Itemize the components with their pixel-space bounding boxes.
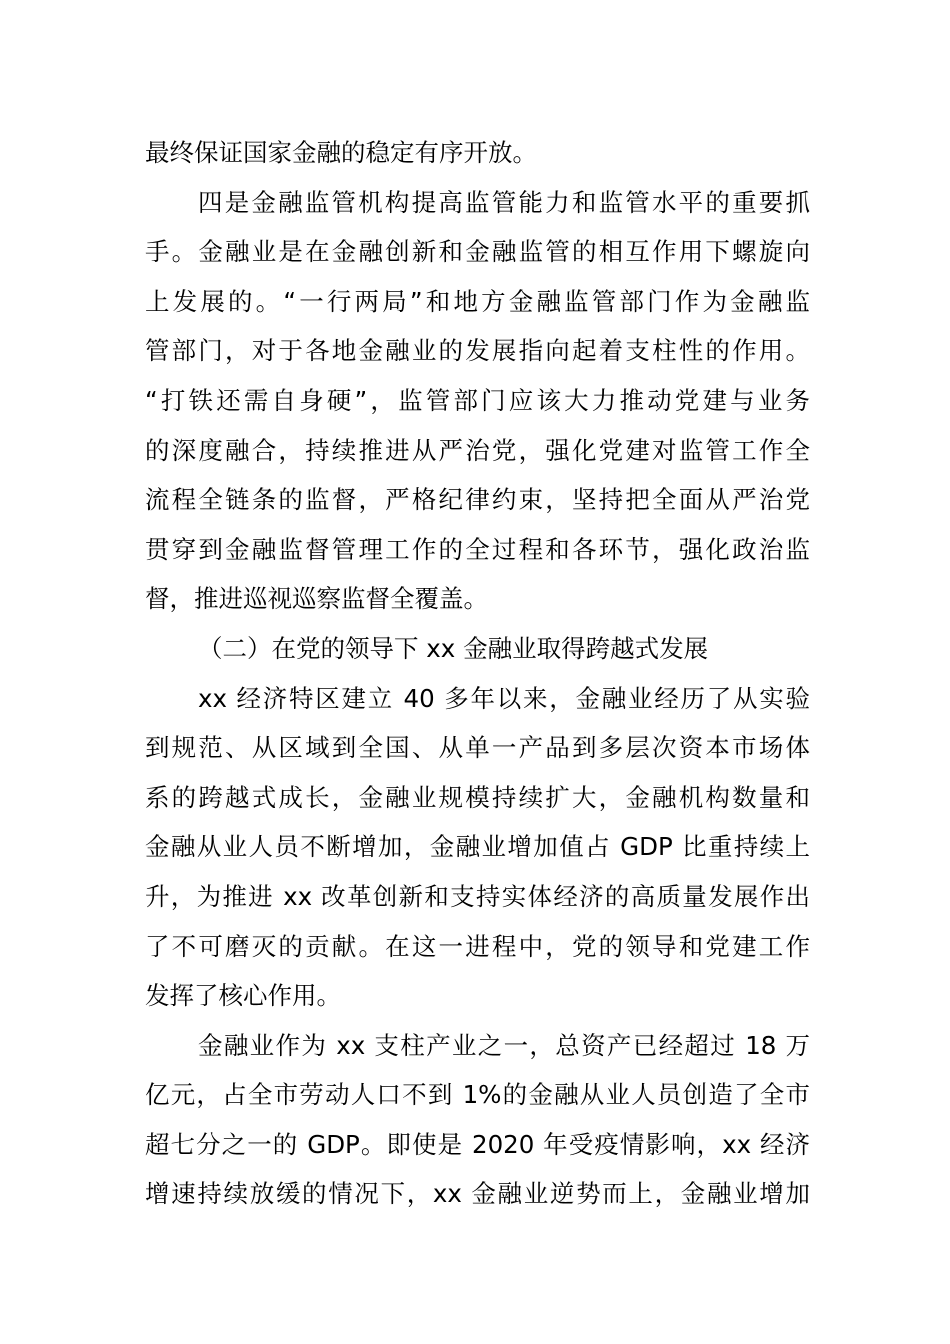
paragraph-line: 的深度融合，持续推进从严治党，强化党建对监管工作全 <box>145 435 810 465</box>
paragraph-line: 了不可磨灭的贡献。在这一进程中，党的领导和党建工作 <box>145 931 810 961</box>
paragraph-line: 流程全链条的监督，严格纪律约束，坚持把全面从严治党 <box>145 485 810 515</box>
paragraph-line: 手。金融业是在金融创新和金融监管的相互作用下螺旋向 <box>145 237 810 267</box>
paragraph-line: 系的跨越式成长，金融业规模持续扩大，金融机构数量和 <box>145 782 810 812</box>
document-body <box>145 128 810 1219</box>
section-heading: （二）在党的领导下 xx 金融业取得跨越式发展 <box>198 633 709 663</box>
paragraph-line: 亿元，占全市劳动人口不到 1%的金融从业人员创造了全市 <box>145 1080 810 1110</box>
paragraph-line: 增速持续放缓的情况下，xx 金融业逆势而上，金融业增加 <box>145 1179 810 1209</box>
paragraph-line: 贯穿到金融监督管理工作的全过程和各环节，强化政治监 <box>145 534 810 564</box>
paragraph-line: 升，为推进 xx 改革创新和支持实体经济的高质量发展作出 <box>145 881 810 911</box>
paragraph-line: 金融从业人员不断增加，金融业增加值占 GDP 比重持续上 <box>145 832 810 862</box>
paragraph-line: 督，推进巡视巡察监督全覆盖。 <box>145 584 488 614</box>
paragraph-line: xx 经济特区建立 40 多年以来，金融业经历了从实验 <box>198 683 810 713</box>
paragraph-line: 金融业作为 xx 支柱产业之一，总资产已经超过 18 万 <box>198 1030 810 1060</box>
paragraph-line: “打铁还需自身硬”，监管部门应该大力推动党建与业务 <box>145 385 810 415</box>
paragraph-line: 上发展的。“一行两局”和地方金融监管部门作为金融监 <box>145 286 810 316</box>
paragraph-line: 四是金融监管机构提高监管能力和监管水平的重要抓 <box>198 187 810 217</box>
paragraph-line: 超七分之一的 GDP。即使是 2020 年受疫情影响，xx 经济 <box>145 1129 810 1159</box>
paragraph-line: 发挥了核心作用。 <box>145 981 341 1011</box>
paragraph-line: 管部门，对于各地金融业的发展指向起着支柱性的作用。 <box>145 336 810 366</box>
paragraph-line: 到规范、从区域到全国、从单一产品到多层次资本市场体 <box>145 733 810 763</box>
paragraph-line: 最终保证国家金融的稳定有序开放。 <box>145 138 537 167</box>
